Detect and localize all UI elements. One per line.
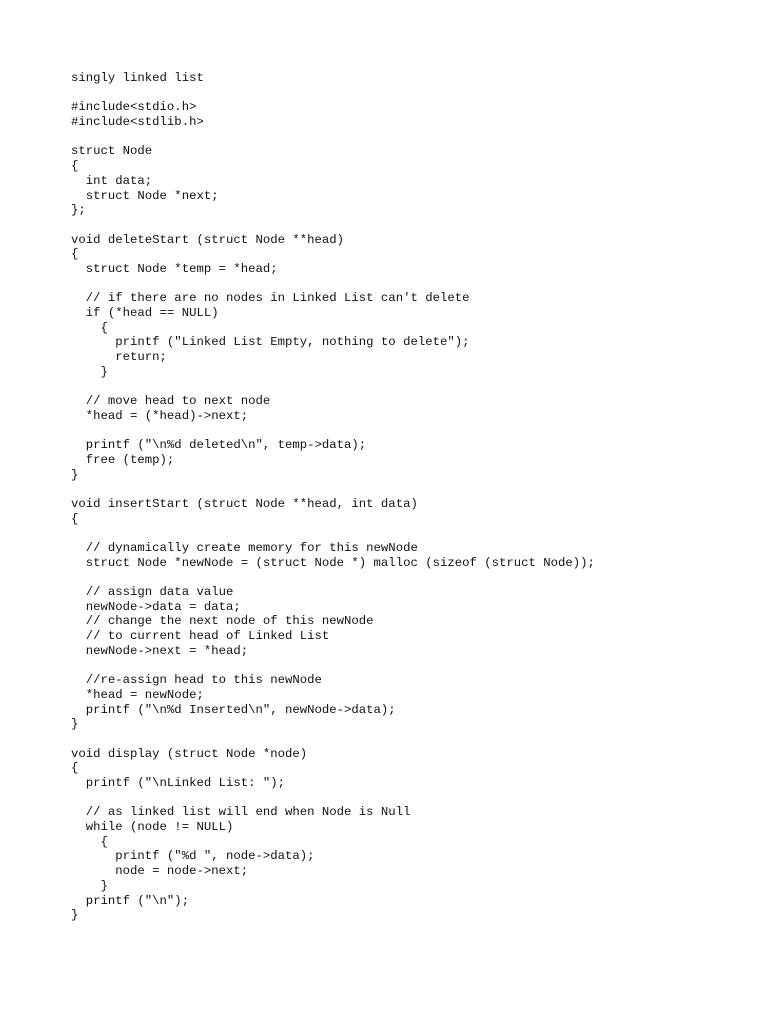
code-line: int data; <box>71 173 153 188</box>
code-line: *head = newNode; <box>71 687 204 702</box>
code-line: return; <box>71 350 167 365</box>
code-line: #include<stdlib.h> <box>71 115 204 130</box>
code-line: *head = (*head)->next; <box>71 408 249 423</box>
code-line: } <box>71 717 79 732</box>
code-line: printf ("Linked List Empty, nothing to delete"); <box>71 335 470 350</box>
code-line: while (node != NULL) <box>71 820 234 835</box>
code-line: printf ("\n%d Inserted\n", newNode->data); <box>71 702 396 717</box>
code-line: // if there are no nodes in Linked List can't delete <box>71 291 470 306</box>
code-line <box>71 791 595 806</box>
code-line: { <box>71 159 79 174</box>
code-line <box>71 86 595 101</box>
code-block <box>71 71 595 923</box>
code-line: { <box>71 834 108 849</box>
code-line <box>71 277 595 292</box>
code-line: } <box>71 364 108 379</box>
code-line: struct Node <box>71 144 153 159</box>
code-line: // as linked list will end when Node is Null <box>71 805 411 820</box>
code-line <box>71 732 595 747</box>
code-line: struct Node *next; <box>71 188 219 203</box>
code-line: if (*head == NULL) <box>71 306 219 320</box>
code-line <box>71 424 595 439</box>
code-line: // assign data value <box>71 585 234 600</box>
code-line: }; <box>71 203 86 218</box>
code-line: struct Node *newNode = (struct Node *) malloc (sizeof (struct Node)); <box>71 555 595 570</box>
code-line <box>71 379 595 394</box>
code-line: void display (struct Node *node) <box>71 746 308 761</box>
code-line: { <box>71 320 108 335</box>
code-line <box>71 570 595 585</box>
code-line <box>71 659 595 674</box>
code-line: struct Node *temp = *head; <box>71 261 278 276</box>
code-line: } <box>71 467 79 482</box>
code-line: // change the next node of this newNode <box>71 614 374 629</box>
code-line: { <box>71 761 79 776</box>
code-line: node = node->next; <box>71 864 249 879</box>
code-line: // move head to next node <box>71 394 271 409</box>
code-line: printf ("\nLinked List: "); <box>71 776 286 790</box>
code-line <box>71 130 595 145</box>
code-line: singly linked list <box>71 71 204 85</box>
code-line: newNode->next = *head; <box>71 643 249 658</box>
code-line: void insertStart (struct Node **head, int data) <box>71 496 418 511</box>
code-line: printf ("%d ", node->data); <box>71 849 315 864</box>
code-line <box>71 218 595 233</box>
code-line: void deleteStart (struct Node **head) <box>71 232 345 247</box>
code-line: // dynamically create memory for this newNode <box>71 541 418 555</box>
code-line: newNode->data = data; <box>71 599 241 614</box>
code-line: } <box>71 908 79 923</box>
code-line <box>71 482 595 497</box>
code-line: { <box>71 511 79 526</box>
code-line: printf ("\n"); <box>71 893 190 908</box>
code-line: //re-assign head to this newNode <box>71 673 322 688</box>
code-line: } <box>71 878 108 893</box>
code-line <box>71 526 595 541</box>
code-line: free (temp); <box>71 452 175 467</box>
code-line: printf ("\n%d deleted\n", temp->data); <box>71 438 367 453</box>
code-line: { <box>71 247 79 262</box>
code-line: #include<stdio.h> <box>71 100 197 115</box>
code-line: // to current head of Linked List <box>71 629 330 644</box>
